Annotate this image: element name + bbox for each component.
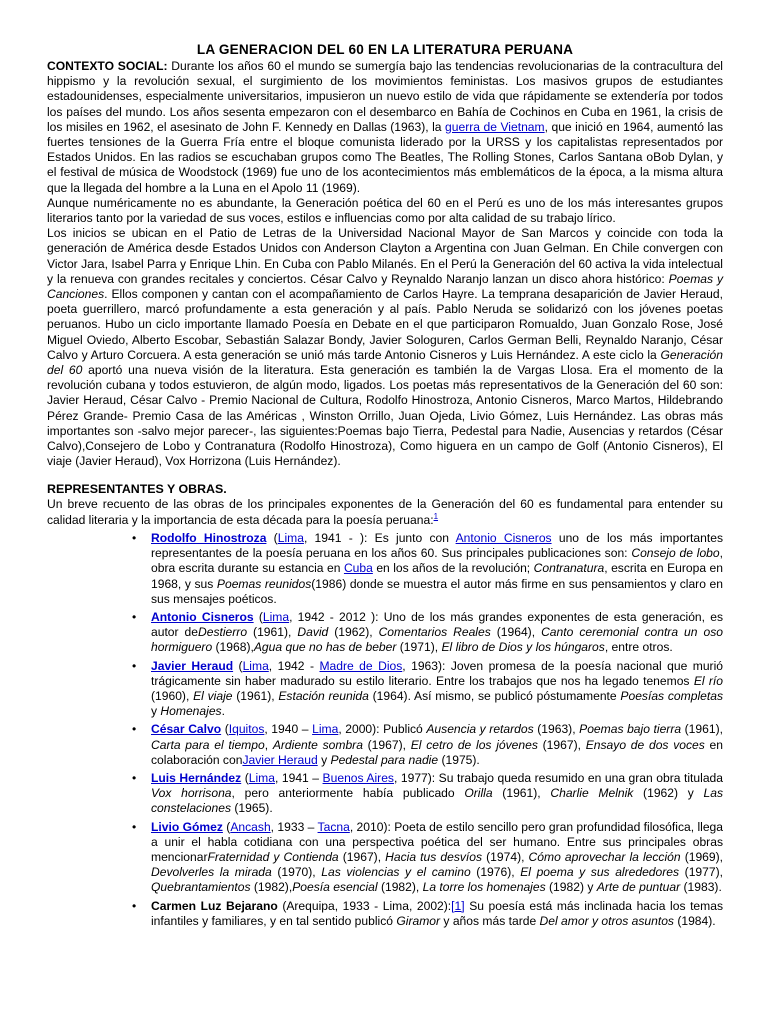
link-ancash[interactable]: Ancash bbox=[230, 819, 271, 834]
bullet-icon: • bbox=[132, 770, 137, 785]
list-item-cisneros: • Antonio Cisneros (Lima, 1942 - 2012 ): Uno de los más grandes exponentes de esta generación, es autor deDestierro (1961), David (1962), Comentarios Reales (1964), Canto ceremonial contra un oso hormiguero (1968),Agua que no has de beber (1971), El libro de Dios y los húngaros, entre otros. bbox=[132, 609, 723, 655]
list-item-gomez: • Livio Gómez (Ancash, 1933 – Tacna, 2010): Poeta de estilo sencillo pero gran profundidad filosófica, llega a unir el habla cotidiana con una perspectiva poética del ser humano. Entre sus principales obras mencionarFraternidad y Contienda (1967), Hacia tus desvíos (1974), Cómo aprovechar la lección (1969), Devolverles la mirada (1970), Las violencias y el camino (1976), El poema y sus alrededores (1977), Quebrantamientos (1982),Poesía esencial (1982), La torre los homenajes (1982) y Arte de puntuar (1983). bbox=[132, 819, 724, 895]
link-iquitos[interactable]: Iquitos bbox=[228, 722, 265, 737]
text: aportó una nueva visión de la literatura. Esta generación es también la de Vargas Llosa. Era el momento de la revolución cubana y todos estuvieron, de algún modo, ligados. Los poetas más representativos de la Generación del 60 son: Javier Heraud, César Calvo - Premio Nacional de Cultura, Rodolfo Hinostroza, Antonio Cisneros, Marco Martos, Hildebrando Pérez Grande- Premio Casa de las Américas , Winston Orrillo, Juan Ojeda, Livio Gómez, Luis Hernández. Las obras más importantes son -salvo mejor parecer-, las siguientes:Poemas bajo Tierra, Pedestal para Nadie, Ausencias y retardos (César Calvo),Consejero de Lobo y Contranatura (Rodolfo Hinostroza), Como higuera en un campo de Golf (Antonio Cisneros), El viaje (Javier Heraud), Vox Horrizona (Luis Hernández). bbox=[47, 363, 723, 469]
link-guerra-de-vietnam[interactable]: guerra de Vietnam bbox=[445, 119, 545, 134]
text: Un breve recuento de las obras de los principales exponentes de la Generación del 60 es fundamental para entender su calidad literaria y la importancia de esta década para la poesía peruana: bbox=[47, 497, 723, 527]
link-antonio-cisneros[interactable]: Antonio Cisneros bbox=[455, 530, 552, 545]
footnote-link[interactable]: 1 bbox=[433, 511, 439, 521]
bullet-icon: • bbox=[132, 658, 137, 673]
link-cuba[interactable]: Cuba bbox=[343, 561, 373, 576]
section-heading-representantes: REPRESENTANTES Y OBRAS. bbox=[47, 482, 227, 497]
document-page bbox=[47, 42, 723, 932]
list-item-hinostroza: • Rodolfo Hinostroza (Lima, 1941 - ): Es junto con Antonio Cisneros uno de los más importantes representantes de la poesía peruana en los años 60. Sus principales publicaciones son: Consejo de lobo, obra escrita durante su estancia en Cuba en los años de la revolución; Contranatura, escrita en Europa en 1968, y sus Poemas reunidos(1986) donde se muestra el autor más firme en sus pensamientos y claro en sus mensajes poéticos. bbox=[132, 530, 724, 606]
link-madre-de-dios[interactable]: Madre de Dios bbox=[319, 658, 403, 673]
link-lima[interactable]: Lima bbox=[277, 530, 304, 545]
paragraph-generacion-poetica: Aunque numéricamente no es abundante, la Generación poética del 60 en el Perú es uno de los más interesantes grupos literarios tanto por la variedad de sus voces, estilos e influencias como por alta calidad de su trabajo lírico. bbox=[47, 195, 723, 226]
bullet-icon: • bbox=[132, 819, 137, 834]
paragraph-contexto-social bbox=[47, 59, 723, 196]
paragraph-inicios bbox=[47, 226, 723, 469]
authors-list bbox=[47, 531, 723, 929]
bullet-icon: • bbox=[132, 722, 137, 737]
link-footnote-1[interactable]: [1] bbox=[451, 898, 465, 913]
link-javier-heraud[interactable]: Javier Heraud bbox=[151, 658, 234, 673]
link-javier-heraud[interactable]: Javier Heraud bbox=[242, 752, 318, 767]
list-item-hernandez: • Luis Hernández (Lima, 1941 – Buenos Aires, 1977): Su trabajo queda resumido en una gran obra titulada Vox horrisona, pero anteriormente había publicado Orilla (1961), Charlie Melnik (1962) y Las constelaciones (1965). bbox=[132, 770, 724, 816]
italic-text: Poemas y Canciones bbox=[47, 271, 723, 302]
text: Los inicios se ubican en el Patio de Letras de la Universidad Nacional Mayor de San Marcos y coincide con toda la generación de América desde Estados Unidos con Anderson Clayton a Argentina con Juan Gelman. En Chile convergen con Victor Jara, Isabel Parra y Enrique Lhin. En Cuba con Pablo Milanés. En el Perú la Generación del 60 activa la vida intelectual y la renueva con grandes recitales y conciertos. César Calvo y Reynaldo Naranjo lanzan un disco ahora histórico: bbox=[47, 226, 723, 286]
italic-text: Generación del 60 bbox=[47, 347, 723, 378]
link-lima[interactable]: Lima bbox=[242, 658, 269, 673]
text: Durante los años 60 el mundo se sumergía bajo las tendencias revolucionarias de la contracultura del hippismo y la revolución sexual, el surgimiento de los movimientos feministas. Los masivos grupos de estudiantes estadounidenses, especialmente universitarios, impusieron un nuevo estilo de vida que rápidamente se extendería por todos los países del mundo. Los años sesenta empezaron con el desembarco en Bahía de Cochinos en Cuba en 1961, la crisis de los misiles en 1962, el asesinato de John F. Kennedy en Dallas (1963), la bbox=[47, 59, 723, 134]
link-rodolfo-hinostroza[interactable]: Rodolfo Hinostroza bbox=[151, 530, 267, 545]
link-antonio-cisneros-name[interactable]: Antonio Cisneros bbox=[151, 609, 254, 624]
contexto-label: CONTEXTO SOCIAL: bbox=[47, 59, 168, 73]
link-lima[interactable]: Lima bbox=[248, 770, 275, 785]
bullet-icon: • bbox=[132, 609, 137, 624]
name-carmen-luz-bejarano: Carmen Luz Bejarano bbox=[151, 898, 278, 913]
text: . Ellos componen y cantan con el acompañamiento de Carlos Hayre. La temprana desaparición de Javier Heraud, poeta guerrillero, marcó profundamente a esta generación y al país. Pablo Neruda se solidarizó con los jóvenes poetas peruanos. Hubo un ciclo importante llamado Poesía en Debate en el que participaron Romualdo, Juan Gonzalo Rose, José Miguel Oviedo, Alberto Escobar, Sebastián Salazar Bondy, Javier Sologuren, Carlos German Belli, Reynaldo Naranjo, César Calvo y Arturo Corcuera. A esta generación se unió más tarde Antonio Cisneros y Luis Hernández. A este ciclo la bbox=[47, 287, 723, 362]
list-item-calvo: • César Calvo (Iquitos, 1940 – Lima, 2000): Publicó Ausencia y retardos (1963), Poemas bajo tierra (1961), Carta para el tiempo, Ardiente sombra (1967), El cetro de los jóvenes (1967), Ensayo de dos voces en colaboración conJavier Heraud y Pedestal para nadie (1975). bbox=[132, 722, 723, 767]
link-lima[interactable]: Lima bbox=[312, 722, 339, 737]
link-cesar-calvo[interactable]: César Calvo bbox=[151, 722, 222, 737]
link-lima[interactable]: Lima bbox=[262, 609, 290, 624]
paragraph-recuento bbox=[47, 497, 723, 527]
list-item-bejarano: • Carmen Luz Bejarano (Arequipa, 1933 - Lima, 2002):[1] Su poesía está más inclinada hacia los temas infantiles y familiares, y en tal sentido publicó Giramor y años más tarde Del amor y otros asuntos (1984). bbox=[132, 898, 723, 928]
document-title: LA GENERACION DEL 60 EN LA LITERATURA PERUANA bbox=[196, 42, 574, 57]
link-tacna[interactable]: Tacna bbox=[317, 819, 350, 834]
link-luis-hernandez[interactable]: Luis Hernández bbox=[151, 770, 242, 785]
bullet-icon: • bbox=[132, 530, 137, 545]
list-item-heraud: • Javier Heraud (Lima, 1942 - Madre de Dios, 1963): Joven promesa de la poesía nacional que murió trágicamente sin haber madurado su estilo literario. Entre los trabajos que nos ha legado tenemos El río (1960), El viaje (1961), Estación reunida (1964). Así mismo, se publicó póstumamente Poesías completas y Homenajes. bbox=[132, 658, 723, 719]
link-livio-gomez[interactable]: Livio Gómez bbox=[151, 819, 223, 834]
bullet-icon: • bbox=[132, 898, 137, 913]
link-buenos-aires[interactable]: Buenos Aires bbox=[322, 770, 394, 785]
text: , que inició en 1964, aumentó las fuertes tensiones de la Guerra Fría entre el bloque comunista liderado por la URSS y los capitalistas representados por Estados Unidos. En las radios se escuchaban grupos como The Beatles, The Rolling Stones, Carlos Santana oBob Dylan, y el festival de música de Woodstock (1969) fue uno de los acontecimientos más emblemáticos de la época, a la misma altura que la llegada del hombre a la Luna en el Apolo 11 (1969). bbox=[47, 119, 723, 195]
